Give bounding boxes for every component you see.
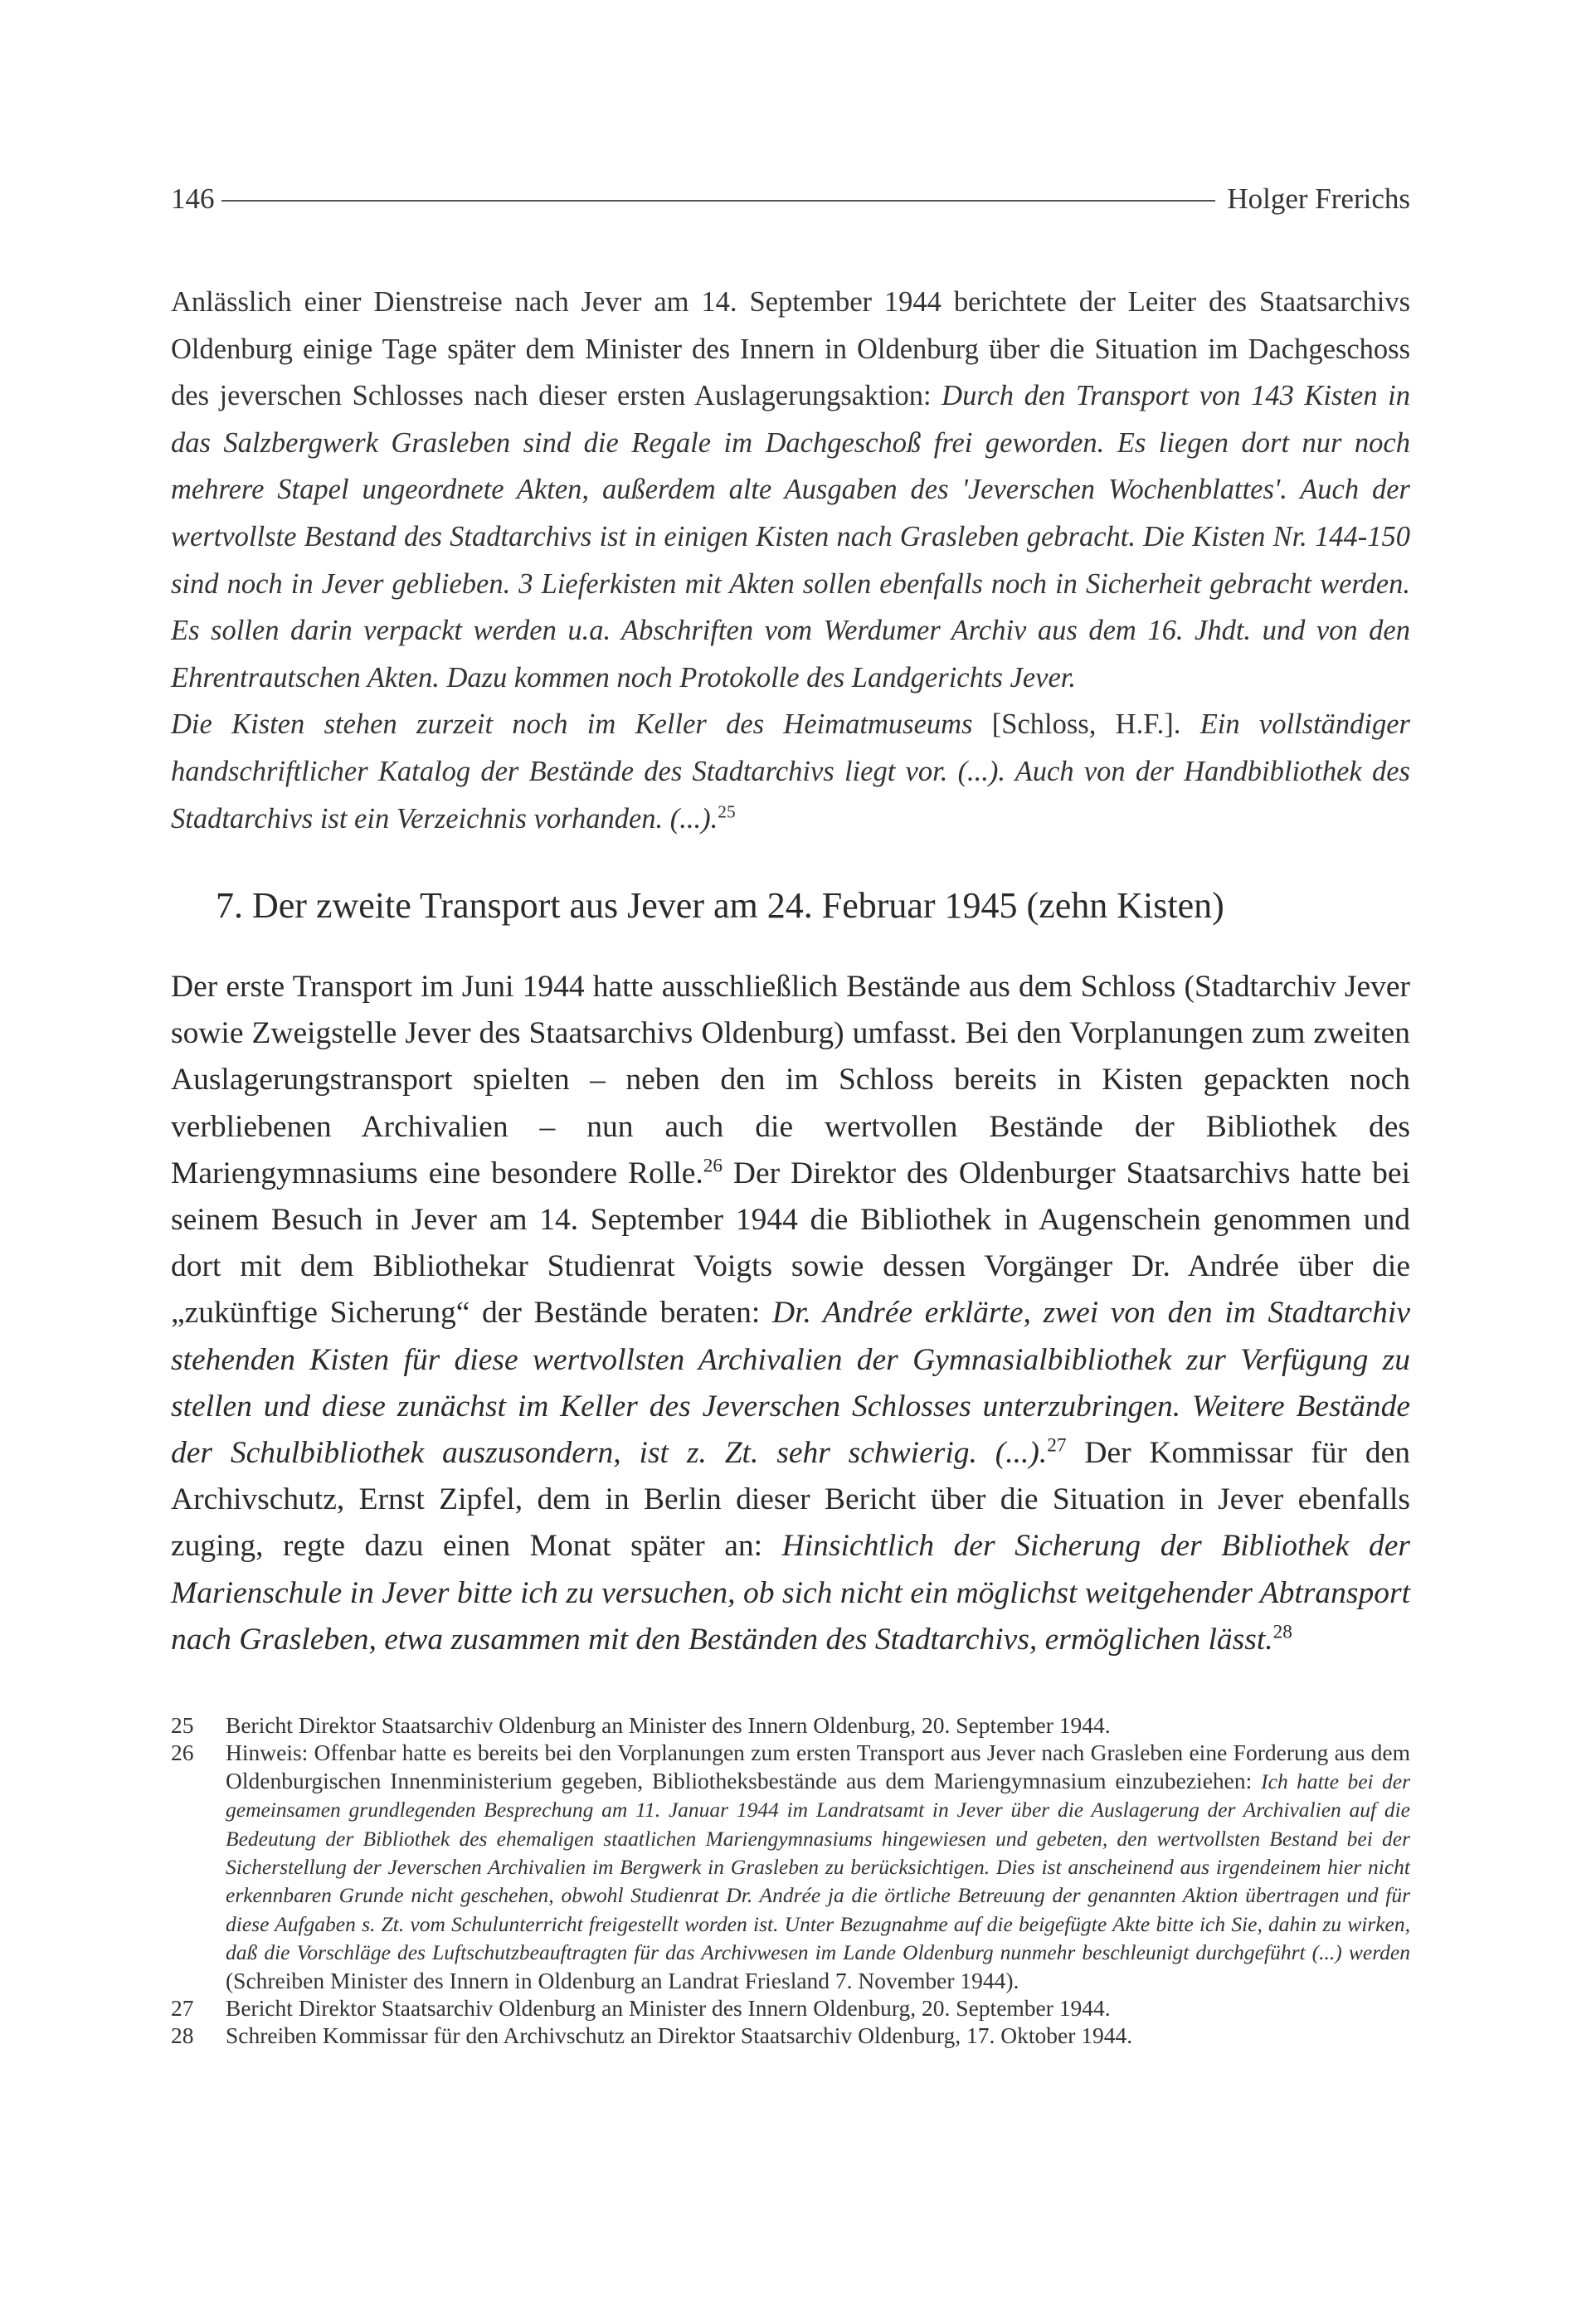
footnote-number: 27 [171,1995,194,2022]
footnote-28 [171,2022,1410,2049]
quote-italic-3: Ein vollständiger handschriftlicher Katalog der Bestände des Stadtarchivs liegt vor. (...). Auch von der Handbibliothek des Stadtarchivs ist ein Verzeichnis vorhanden. (...). [171,708,1410,835]
footnote-25 [171,1711,1410,1739]
header-rule [221,200,1216,202]
quote-editor-insert: [Schloss, H.F.]. [972,708,1200,741]
footnote-text [226,1739,1410,1994]
running-header [171,176,1410,222]
footnote-ref-26[interactable]: 26 [703,1155,723,1177]
footnote-number: 26 [171,1740,194,1766]
main-text-1: Der erste Transport im Juni 1944 hatte ausschließlich Bestände aus dem Schloss (Stadtarchiv Jever sowie Zweigstelle Jever des Staatsarchivs Oldenburg) umfasst. Bei den Vorplanungen zum zweiten Auslagerungstransport spielten – neben den im Schloss bereits in Kisten gepackten noch verbliebenen Archivalien – nun auch die wertvollen Bestände der Bibliothek des Mariengymnasiums eine besondere Rolle. [171,970,1410,1190]
footnote-ref-27[interactable]: 27 [1047,1434,1067,1457]
section-heading: 7. Der zweite Transport aus Jever am 24. Februar 1945 (zehn Kisten) [216,885,1224,926]
quote-italic-2: Die Kisten stehen zurzeit noch im Keller des Heimatmuseums [171,708,973,741]
footnote-text-a: Hinweis: Offenbar hatte es bereits bei den Vorplanungen zum ersten Transport aus Jever nach Grasleben eine Forderung aus dem Oldenburgischen Innenministerium gegeben, Bibliotheksbestände aus dem Mariengymnasium einzubeziehen: [226,1740,1410,1793]
footnote-text-b: (Schreiben Minister des Innern in Oldenburg an Landrat Friesland 7. November 1944). [226,1967,1019,1993]
footnotes [171,1711,1410,2050]
main-italic-2: Hinsichtlich der Sicherung der Bibliothek der Marienschule in Jever bitte ich zu versuchen, ob sich nicht ein möglichst weitgehender Abtransport nach Grasleben, etwa zusammen mit den Beständen des Stadtarchivs, ermöglichen lässt. [171,1529,1410,1657]
main-italic-1: Dr. Andrée erklärte, zwei von den im Stadtarchiv stehenden Kisten für diese wertvollsten Archivalien der Gymnasialbibliothek zur Verfügung zu stellen und diese zunächst im Keller des Jeverschen Schlosses unterzubringen. Weitere Bestände der Schulbibliothek auszusondern, ist z. Zt. sehr schwierig. (...). [171,1296,1410,1471]
main-paragraph [171,964,1410,1663]
footnote-26 [171,1739,1410,1994]
quoted-report-paragraph [171,279,1410,842]
running-author: Holger Frerichs [1227,182,1410,215]
quote-italic-1: Durch den Transport von 143 Kisten in das Salzbergwerk Grasleben sind die Regale im Dachgeschoß frei geworden. Es liegen dort nur noch mehrere Stapel ungeordnete Akten, außerdem alte Ausgaben des 'Jeverschen Wochenblattes'. Auch der wertvollste Bestand des Stadtarchivs ist in einigen Kisten nach Grasleben gebracht. Die Kisten Nr. 144-150 sind noch in Jever geblieben. 3 Lieferkisten mit Akten sollen ebenfalls noch in Sicherheit gebracht werden. Es sollen darin verpackt werden u.a. Abschriften vom Werdumer Archiv aus dem 16. Jhdt. und von den Ehrentrautschen Akten. Dazu kommen noch Protokolle des Landgerichts Jever. [171,380,1410,693]
footnote-number: 25 [171,1712,194,1738]
footnote-italic-quote: Ich hatte bei der gemeinsamen grundlegenden Besprechung am 11. Januar 1944 im Landratsamt in Jever über die Auslagerung der Archivalien auf die Bedeutung der Bibliothek des ehemaligen staatlichen Mariengymnasiums hingewiesen und gebeten, den wertvollsten Bestand bei der Sicherstellung der Jeverschen Archivalien im Bergwerk in Grasleben zu berücksichtigen. Dies ist anscheinend aus irgendeinem hier nicht erkennbaren Grunde nicht geschehen, obwohl Studienrat Dr. Andrée ja die örtliche Betreuung der genannten Aktion übertragen und für diese Aufgaben s. Zt. vom Schulunterricht freigestellt worden ist. Unter Bezugnahme auf die beigefügte Akte bitte ich Sie, dahin zu wirken, daß die Vorschläge des Luftschutzbeauftragten für das Archivwesen im Lande Oldenburg nunmehr beschleunigt durchgeführt (...) werden [226,1769,1410,1965]
main-text-2: Der Direktor des Oldenburger Staatsarchivs hatte bei seinem Besuch in Jever am 14. September 1944 die Bibliothek in Augenschein genommen und dort mit dem Bibliothekar Studienrat Voigts sowie dessen Vorgänger Dr. Andrée über die „zukünftige Sicherung“ der Bestände beraten: [171,1156,1410,1331]
quote-paragraph [171,279,1410,842]
footnote-number: 28 [171,2022,194,2049]
footnote-ref-25[interactable]: 25 [718,801,736,822]
main-text-3: Der Kommissar für den Archivschutz, Ernst Zipfel, dem in Berlin dieser Bericht über die Situation in Jever ebenfalls zuging, regte dazu einen Monat später an: [171,1436,1410,1564]
footnote-text: Bericht Direktor Staatsarchiv Oldenburg an Minister des Innern Oldenburg, 20. September 1944. [226,1995,1111,2022]
footnote-ref-28[interactable]: 28 [1272,1621,1292,1643]
page-number: 146 [171,182,215,215]
main-paragraph-text [171,964,1410,1663]
footnote-text: Schreiben Kommissar für den Archivschutz an Direktor Staatsarchiv Oldenburg, 17. Oktober 1944. [226,2022,1133,2049]
footnote-text: Bericht Direktor Staatsarchiv Oldenburg an Minister des Innern Oldenburg, 20. September 1944. [226,1712,1111,1738]
footnote-27 [171,1994,1410,2022]
quote-intro: Anlässlich einer Dienstreise nach Jever am 14. September 1944 berichtete der Leiter des Staatsarchivs Oldenburg einige Tage später dem Minister des Innern in Oldenburg über die Situation im Dachgeschoss des jeverschen Schlosses nach dieser ersten Auslagerungsaktion: [171,286,1410,412]
